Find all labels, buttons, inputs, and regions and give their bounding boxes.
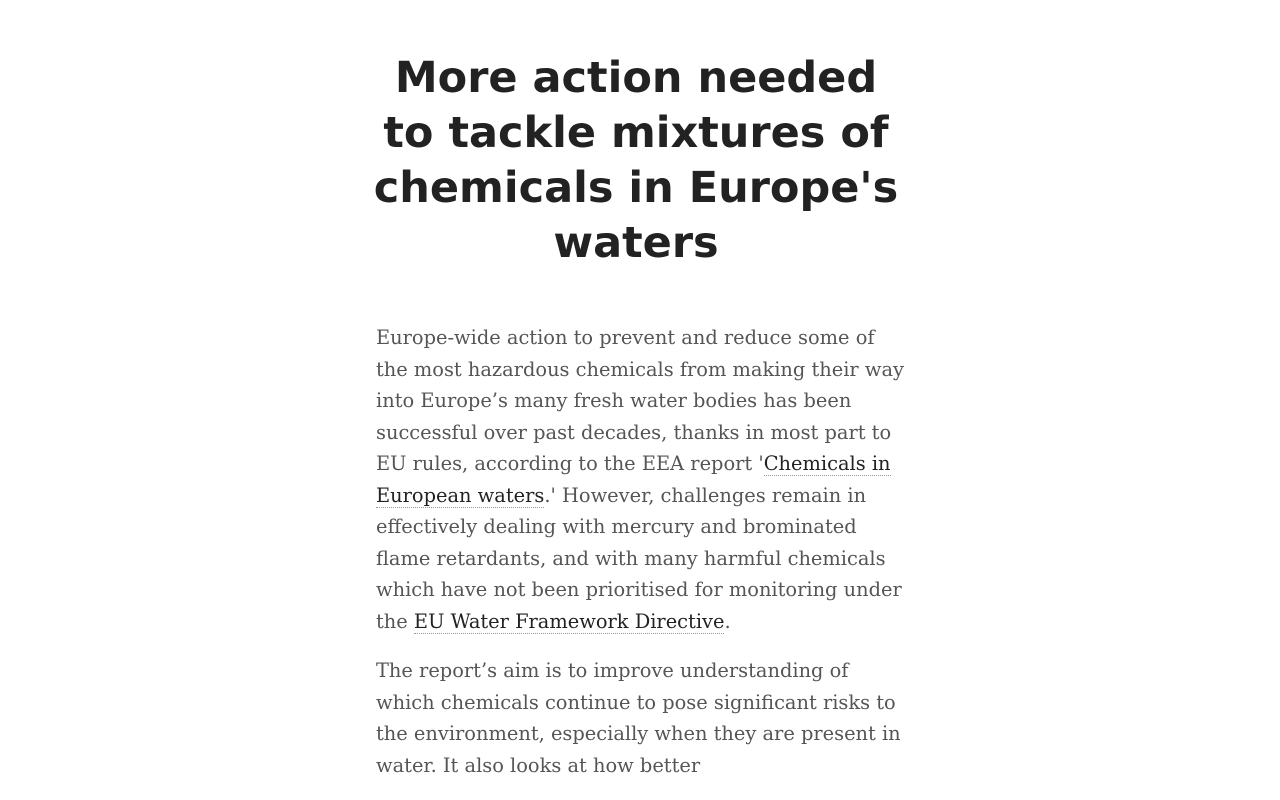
paragraph-1-text-middle: .' However, challenges remain in effectively dealing with mercury and brominated flame retardants, and with many harmful chemicals which have not been prioritised for monitoring under the bbox=[376, 483, 902, 633]
eu-water-framework-directive-link[interactable]: EU Water Framework Directive bbox=[413, 609, 725, 633]
paragraph-1-text-start: Europe-wide action to prevent and reduce some of the most hazardous chemicals from making their way into Europe’s many fresh water bodies has been successful over past decades, thanks in most part to EU rules, according to the EEA report ' bbox=[376, 326, 904, 475]
paragraph-1-text-end: . bbox=[724, 609, 731, 633]
paragraph-2: The report’s aim is to improve understanding of which chemicals continue to pose significant risks to the environment, especially when they are present in water. It also looks at how better bbox=[376, 659, 901, 777]
chemicals-in-european-waters-link[interactable]: Chemicals in European waters bbox=[376, 452, 891, 507]
paragraph-1 bbox=[376, 322, 906, 637]
article-title: More action needed to tackle mixtures of chemicals in Europe's waters bbox=[373, 53, 899, 268]
article-body bbox=[376, 322, 906, 781]
article bbox=[373, 0, 906, 799]
